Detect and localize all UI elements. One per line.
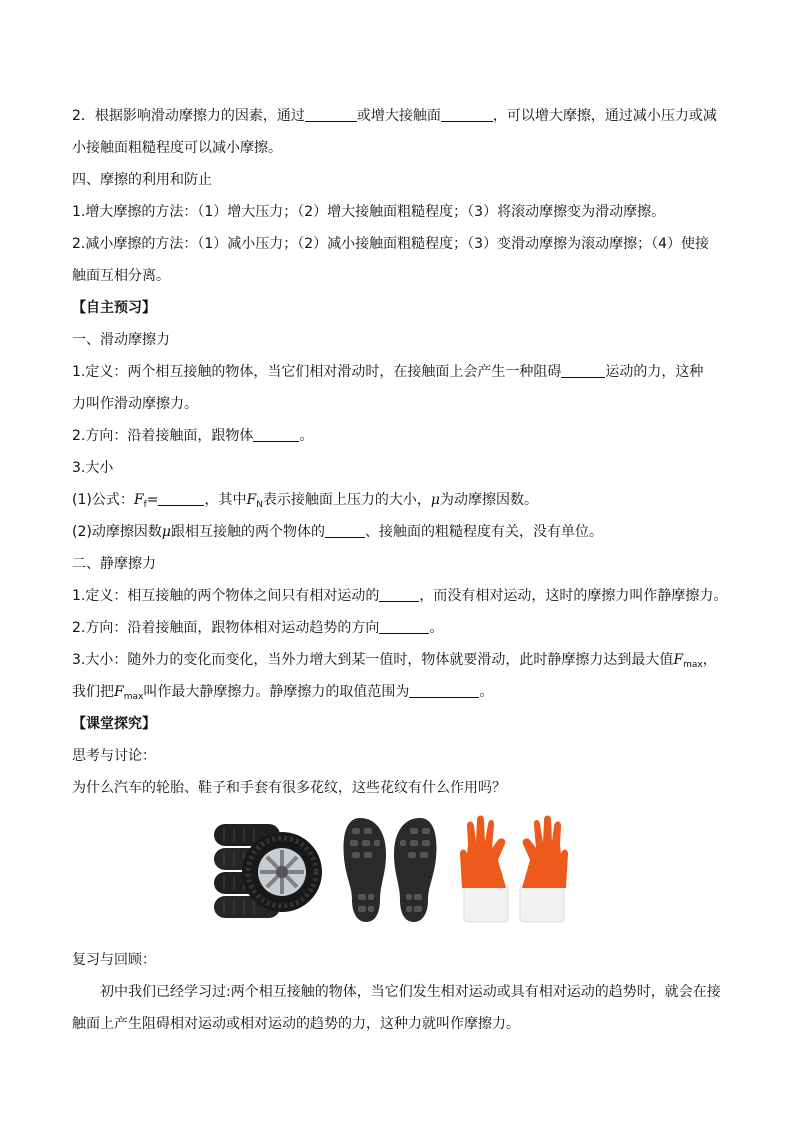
text-line: 力叫作滑动摩擦力。	[72, 396, 198, 412]
figure-row	[72, 808, 722, 938]
math-symbol: μ	[430, 492, 441, 508]
text: 2.方向：沿着接触面，跟物体	[72, 428, 254, 444]
text: 或增大接触面	[356, 108, 441, 124]
gloves-image	[452, 814, 578, 926]
text-line: 3.大小	[72, 460, 114, 476]
fill-blank	[253, 427, 299, 442]
glove-left	[460, 816, 508, 923]
text: 叫作最大静摩擦力。静摩擦力的取值范围为	[143, 684, 410, 700]
fill-blank	[441, 107, 493, 122]
text-line	[72, 356, 722, 388]
tires-image	[212, 814, 322, 922]
text: 、接触面的粗糙程度有关，没有单位。	[364, 524, 603, 540]
text: 我们把	[72, 684, 114, 700]
text-line: 思考与讨论：	[72, 748, 156, 764]
fill-blank	[379, 587, 419, 602]
text-line: 触面互相分离。	[72, 268, 170, 284]
text: ，	[702, 652, 717, 668]
text: (2)动摩擦因数	[72, 524, 162, 540]
text-line	[72, 676, 722, 708]
text: ，而没有相对运动，这时的摩擦力叫作静摩擦力。	[419, 588, 728, 604]
math-subscript: f	[143, 500, 147, 510]
text: 1.定义：相互接触的两个物体之间只有相对运动的	[72, 588, 380, 604]
text: 2.方向：沿着接触面，跟物体相对运动趋势的方向	[72, 620, 380, 636]
text-line: 触面上产生阻碍相对运动或相对运动的趋势的力，这种力就叫作摩擦力。	[72, 1016, 520, 1032]
math-symbol: F	[246, 492, 257, 508]
text-line: 2.减小摩擦的方法：（1）减小压力；（2）减小接触面粗糙程度；（3）变滑动摩擦为滚动摩擦；（4）使接	[72, 236, 709, 252]
text: 。	[479, 684, 494, 700]
math-symbol: F	[114, 684, 124, 700]
section-heading: 二、静摩擦力	[72, 556, 156, 572]
fill-blank	[158, 491, 204, 506]
text: 。	[299, 428, 314, 444]
fill-blank	[305, 107, 357, 122]
text-line	[72, 580, 728, 612]
math-symbol: F	[133, 492, 144, 508]
text-line	[72, 100, 722, 132]
text: 2．根据影响滑动摩擦力的因素，通过	[72, 108, 305, 124]
math-subscript: max	[683, 660, 703, 670]
section-heading: 【自主预习】	[72, 300, 156, 316]
text: ，其中	[204, 492, 247, 508]
text-line: 初中我们已经学习过:两个相互接触的物体，当它们发生相对运动或具有相对运动的趋势时，就会在接	[100, 984, 721, 1000]
text: 为动摩擦因数。	[440, 492, 539, 508]
shoe-sole-left	[344, 818, 386, 922]
text: 跟相互接触的两个物体的	[170, 524, 325, 540]
text: 。	[429, 620, 444, 636]
text-line	[72, 612, 722, 644]
fill-blank	[409, 683, 479, 698]
text-line	[72, 516, 722, 548]
section-heading: 一、滑动摩擦力	[72, 332, 170, 348]
shoe-sole-right	[394, 818, 436, 922]
text: =	[146, 492, 159, 508]
text: 表示接触面上压力的大小，	[262, 492, 431, 508]
text-line: 为什么汽车的轮胎、鞋子和手套有很多花纹，这些花纹有什么作用吗？	[72, 780, 506, 796]
text-line	[72, 644, 722, 676]
document-content	[72, 100, 728, 1040]
text: 3.大小：随外力的变化而变化，当外力增大到某一值时，物体就要滑动，此时静摩擦力达到最大值	[72, 652, 674, 668]
math-subscript: max	[123, 692, 144, 702]
section-heading: 【课堂探究】	[72, 716, 156, 732]
fill-blank	[379, 619, 429, 634]
text: ，可以增大摩擦，通过减小压力或减	[492, 108, 717, 124]
text-line: 复习与回顾：	[72, 952, 156, 968]
text: (1)公式：	[72, 492, 134, 508]
math-symbol: μ	[161, 524, 171, 540]
text: 运动的力，这种	[605, 364, 704, 380]
fill-blank	[325, 523, 365, 538]
math-subscript: N	[256, 500, 263, 510]
math-symbol: F	[673, 652, 684, 668]
fill-blank	[561, 363, 605, 378]
section-heading: 四、摩擦的利用和防止	[72, 172, 212, 188]
text-line	[72, 484, 722, 516]
glove-right	[520, 816, 568, 923]
text-line	[72, 420, 722, 452]
text-line: 小接触面粗糙程度可以减小摩擦。	[72, 140, 282, 156]
tire-wheel	[242, 832, 322, 912]
text-line: 1.增大摩擦的方法：（1）增大压力；（2）增大接触面粗糙程度；（3）将滚动摩擦变为滑动摩擦。	[72, 204, 666, 220]
shoe-soles-image	[340, 814, 442, 926]
text: 1.定义：两个相互接触的物体，当它们相对滑动时，在接触面上会产生一种阻碍	[72, 364, 562, 380]
